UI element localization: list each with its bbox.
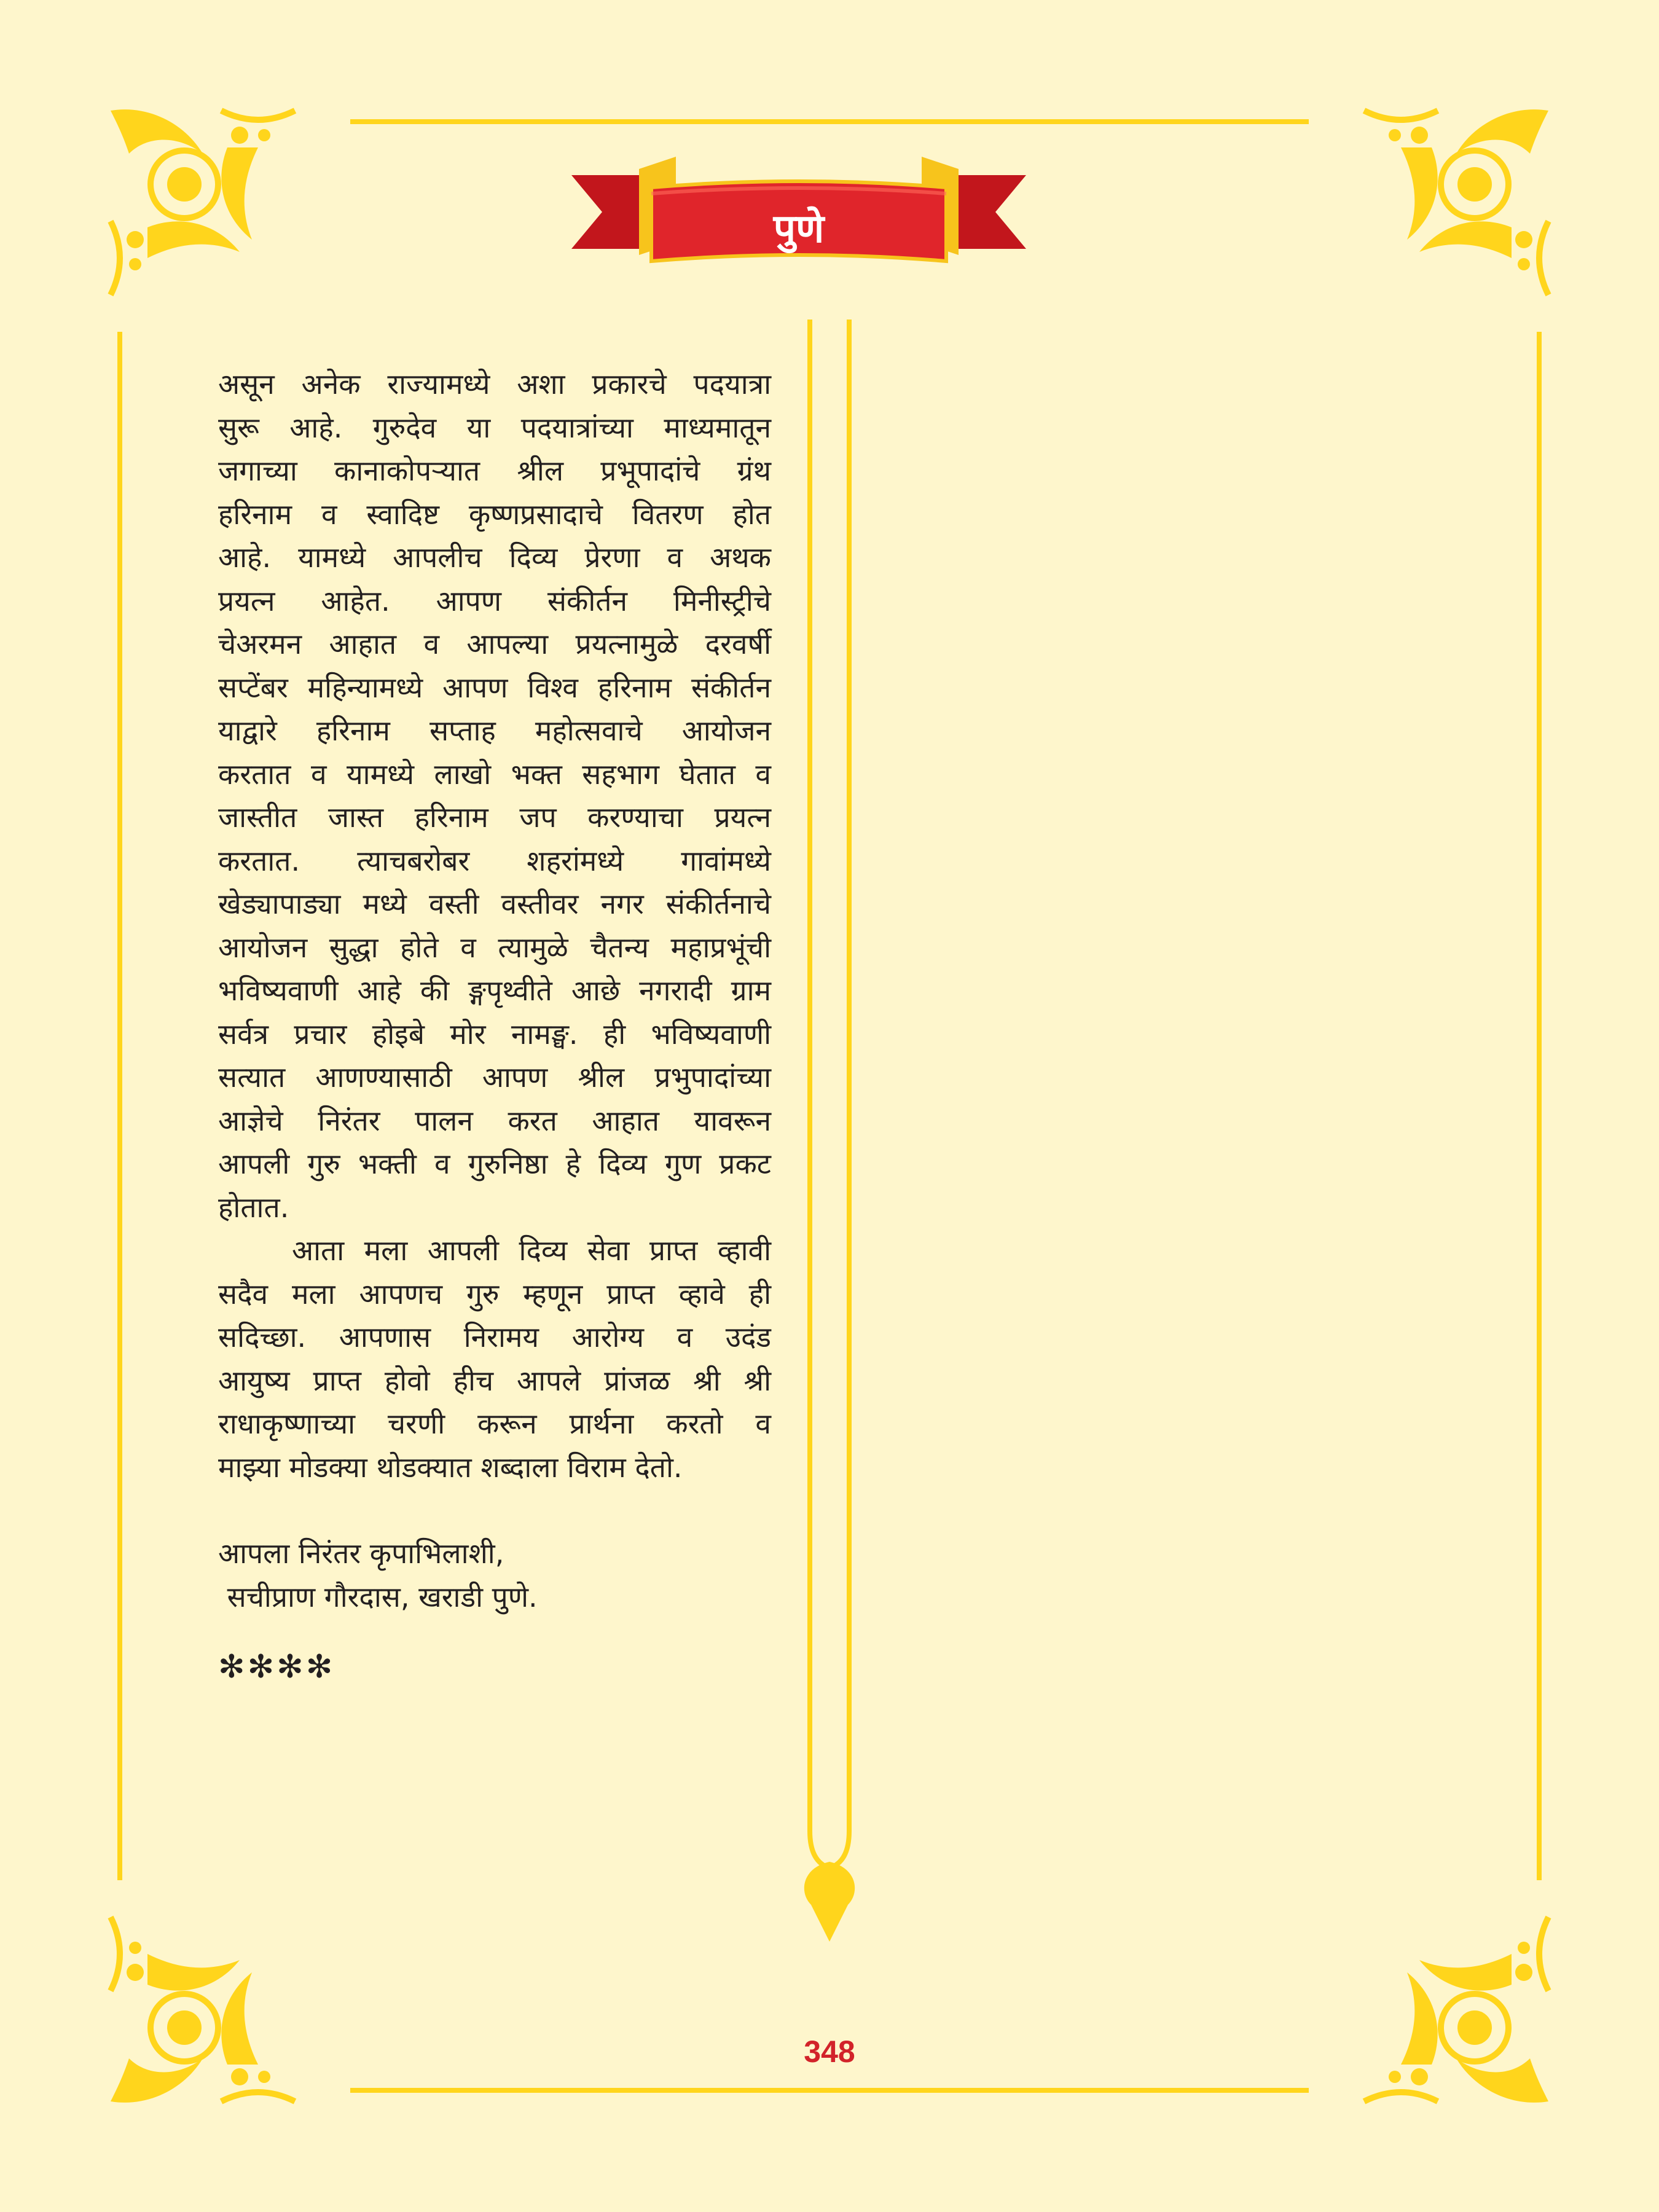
text-line: जास्तीत जास्त हरिनाम जप करण्याचा प्रयत्न	[218, 801, 771, 834]
text-line: आयुष्य प्राप्त होवो हीच आपले प्रांजळ श्री श्री	[218, 1363, 771, 1397]
text-line: माझ्या मोडक्या थोडक्यात शब्दाला विराम देतो.	[218, 1450, 683, 1484]
text-line: सर्वत्र प्रचार होइबे मोर नामङ्घ. ही भविष्यवाणी	[218, 1017, 771, 1051]
text-line: सुरू आहे. गुरुदेव या पदयात्रांच्या माध्यमातून	[218, 410, 771, 444]
text-line: याद्वारे हरिनाम सप्ताह महोत्सवाचे आयोजन	[218, 714, 771, 747]
body-text	[218, 363, 771, 1695]
text-line: आहे. यामध्ये आपलीच दिव्य प्रेरणा व अथक	[218, 541, 771, 574]
text-line: आता मला आपली दिव्य सेवा प्राप्त व्हावी	[292, 1234, 771, 1267]
closing-line: आपला निरंतर कृपाभिलाशी,	[218, 1537, 504, 1570]
text-line: सदैव मला आपणच गुरु म्हणून प्राप्त व्हावे ही	[218, 1277, 771, 1311]
signature-line: सचीप्राण गौरदास, खराडी पुणे.	[218, 1580, 538, 1614]
text-line: होतात.	[218, 1190, 289, 1224]
text-line: जगाच्या कानाकोपऱ्यात श्रील प्रभूपादांचे ग्रंथ	[218, 454, 771, 487]
text-line: आपली गुरु भक्ती व गुरुनिष्ठा हे दिव्य गुण प्रकट	[218, 1147, 771, 1180]
text-line: सत्यात आणण्यासाठी आपण श्रील प्रभुपादांच्या	[218, 1061, 771, 1094]
section-separator: ✻✻✻✻	[218, 1649, 335, 1685]
page-number: 348	[804, 2034, 855, 2069]
text-line: चेअरमन आहात व आपल्या प्रयत्नामुळे दरवर्षी	[218, 627, 771, 661]
text-line: प्रयत्न आहेत. आपण संकीर्तन मिनीस्ट्रीचे	[218, 584, 771, 618]
text-line: राधाकृष्णाच्या चरणी करून प्रार्थना करतो व	[218, 1407, 771, 1440]
text-line: खेड्यापाड्या मध्ये वस्ती वस्तीवर नगर संकीर्तनाचे	[218, 887, 771, 920]
text-line: असून अनेक राज्यामध्ये अशा प्रकारचे पदयात्रा	[218, 367, 771, 401]
text-line: करतात व यामध्ये लाखो भक्त सहभाग घेतात व	[218, 757, 771, 791]
text-line: हरिनाम व स्वादिष्ट कृष्णप्रसादाचे वितरण होत	[218, 497, 771, 531]
text-line: आज्ञेचे निरंतर पालन करत आहात यावरून	[218, 1104, 771, 1137]
page-title: पुणे	[773, 206, 825, 252]
text-line: सदिच्छा. आपणास निरामय आरोग्य व उदंड	[218, 1320, 771, 1354]
text-line: सप्टेंबर महिन्यामध्ये आपण विश्व हरिनाम संकीर्तन	[218, 670, 771, 704]
text-line: आयोजन सुद्धा होते व त्यामुळे चैतन्य महाप्रभूंची	[218, 930, 771, 964]
text-line: करतात. त्याचबरोबर शहरांमध्ये गावांमध्ये	[218, 844, 771, 877]
text-line: भविष्यवाणी आहे की ङ्गपृथ्वीते आछे नगरादी ग्राम	[218, 974, 771, 1007]
